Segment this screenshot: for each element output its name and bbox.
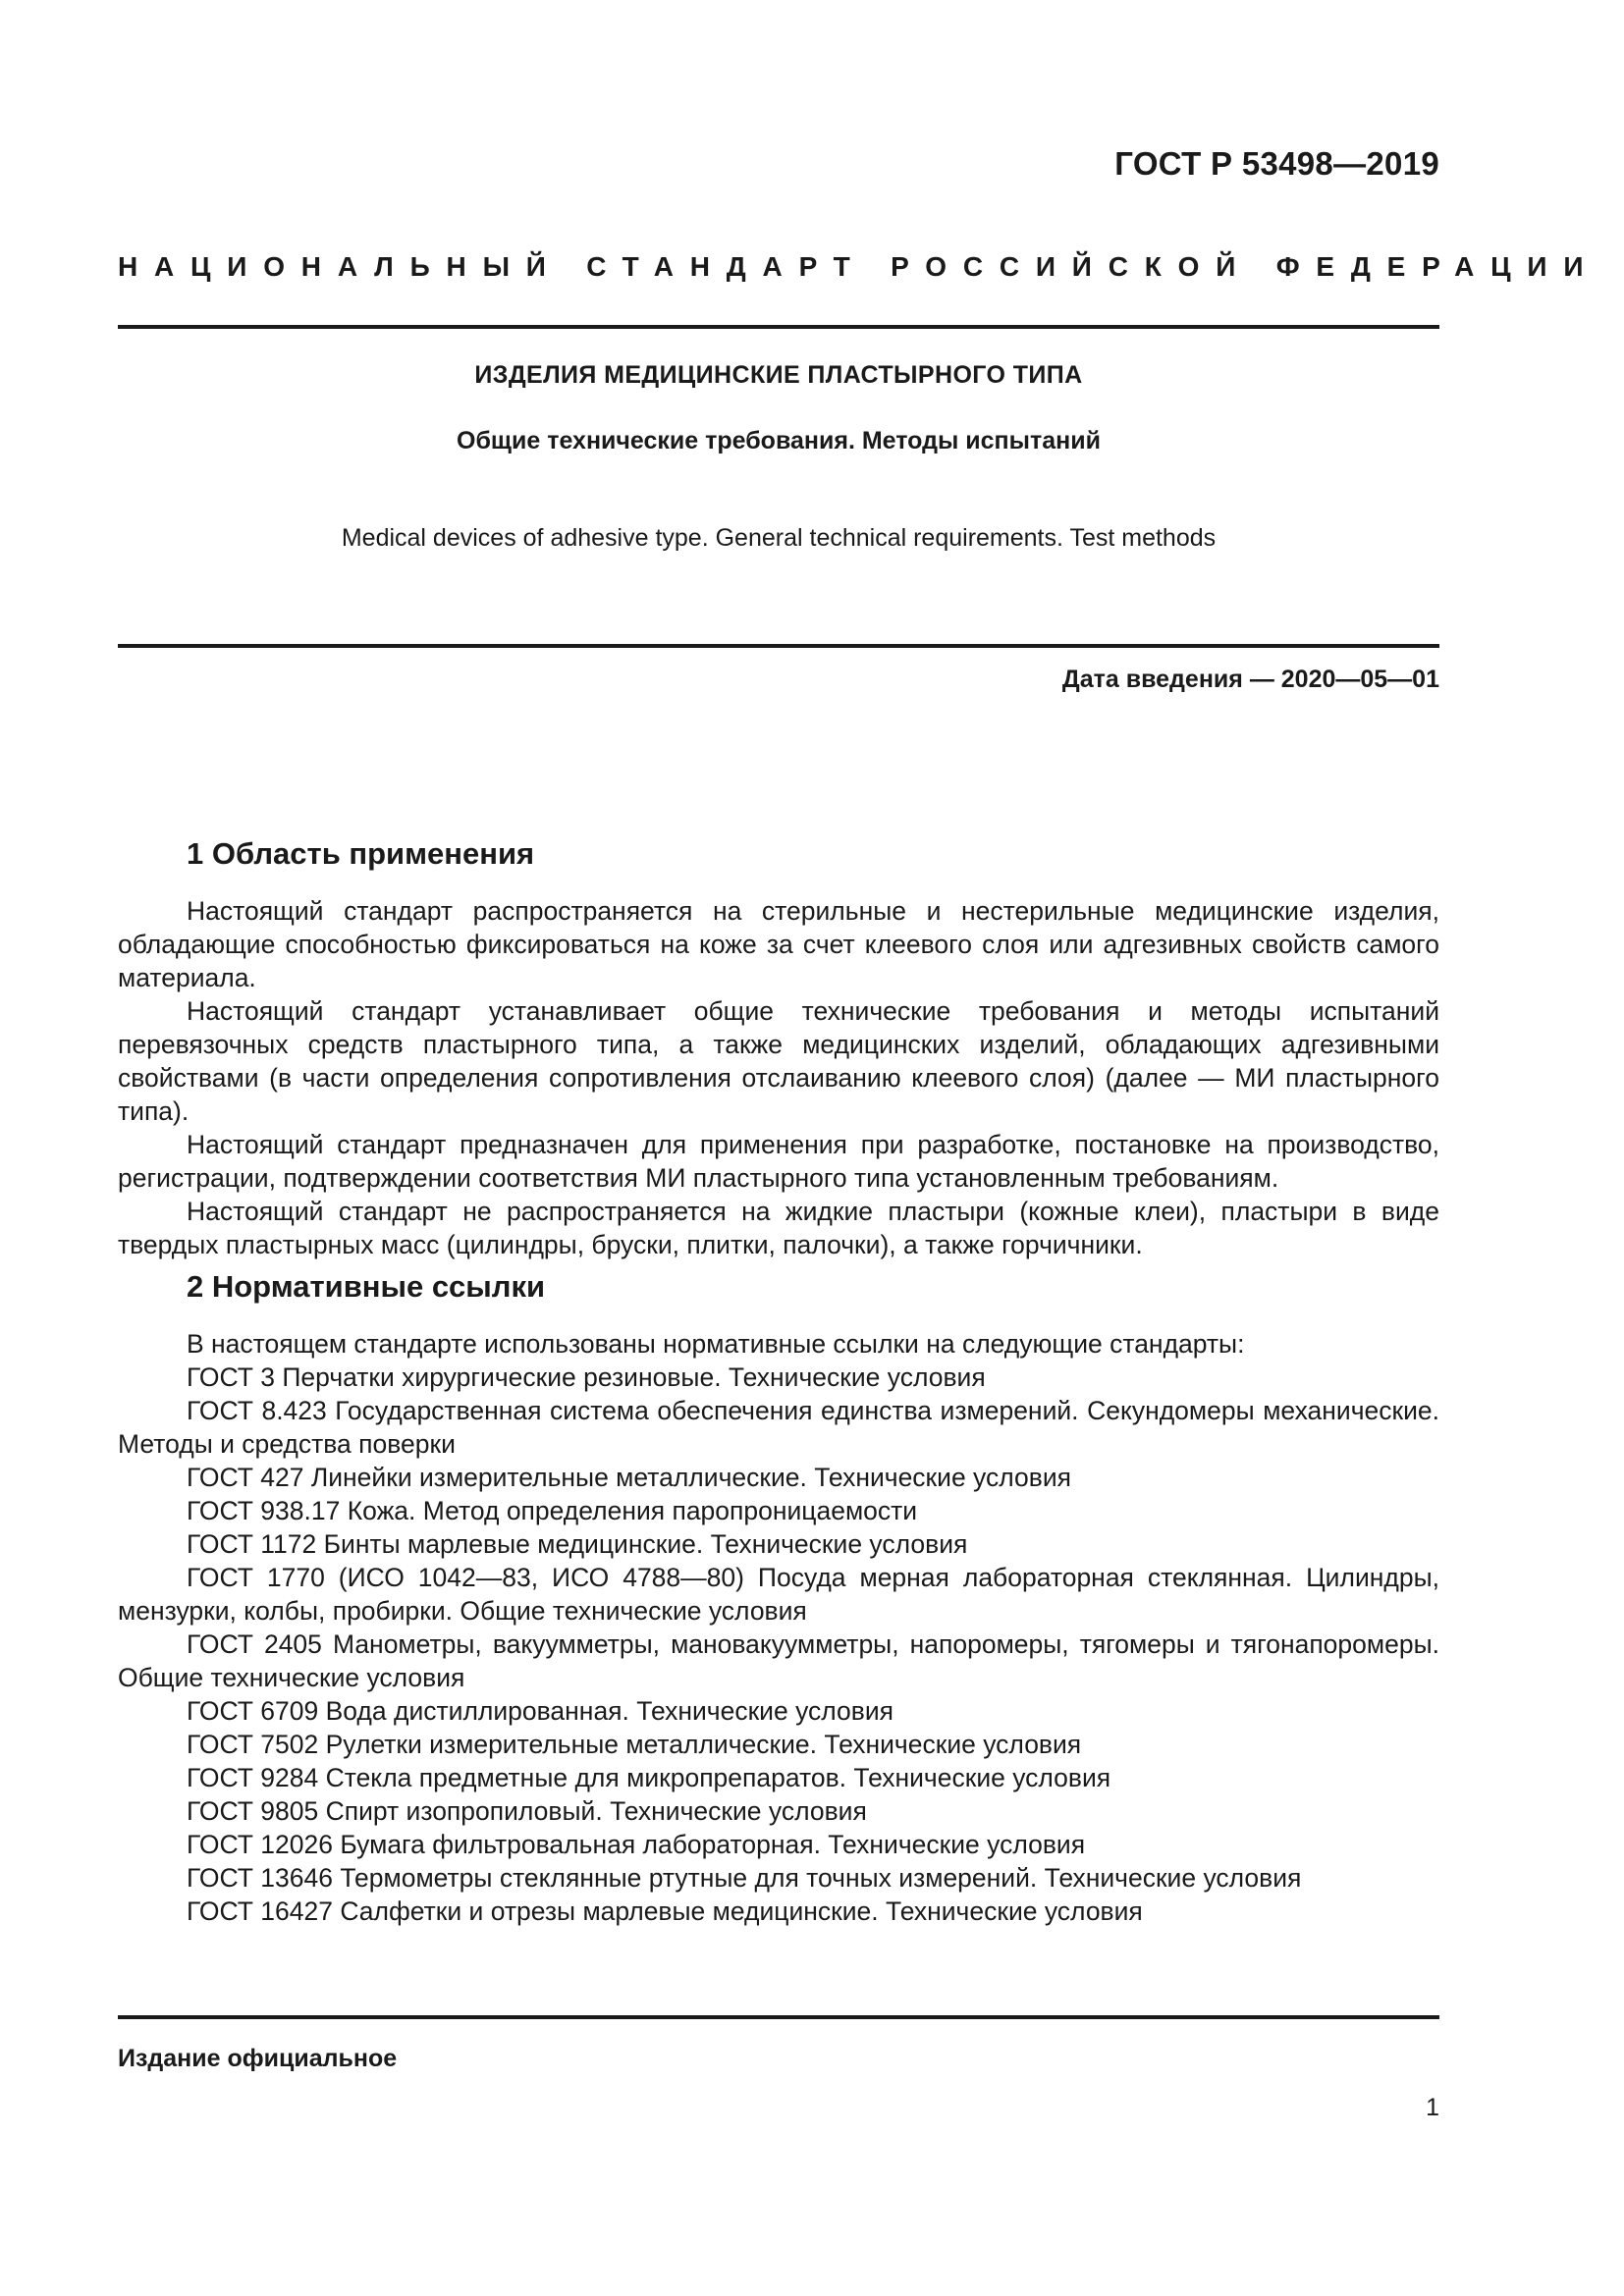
title-ru: ИЗДЕЛИЯ МЕДИЦИНСКИЕ ПЛАСТЫРНОГО ТИПА [474, 361, 1083, 389]
reference-item: ГОСТ 9805 Спирт изопропиловый. Технические условия [187, 1796, 867, 1826]
reference-item: ГОСТ 6709 Вода дистиллированная. Технические условия [187, 1696, 894, 1726]
standard-code: ГОСТ Р 53498—2019 [1114, 145, 1439, 182]
reference-item: ГОСТ 12026 Бумага фильтровальная лабораторная. Технические условия [187, 1830, 1086, 1859]
reference-item: ГОСТ 7502 Рулетки измерительные металлические. Технические условия [187, 1730, 1082, 1759]
reference-item: ГОСТ 3 Перчатки хирургические резиновые. Технические условия [187, 1362, 986, 1392]
national-standard-line: НАЦИОНАЛЬНЫЙ СТАНДАРТ РОССИЙСКОЙ ФЕДЕРАЦИИ [118, 251, 1600, 282]
section-1-paragraph: Настоящий стандарт не распространяется на жидкие пластыри (кожные клеи), пластыри в виде твердых пластырных масс (цилиндры, бруски, плитки, палочки), а также горчичники. [118, 1197, 1439, 1259]
subtitle-ru: Общие технические требования. Методы испытаний [457, 427, 1101, 454]
section-2-heading: 2 Нормативные ссылки [187, 1269, 546, 1304]
title-bottom-rule [118, 644, 1439, 648]
reference-item: ГОСТ 938.17 Кожа. Метод определения паропроницаемости [187, 1496, 918, 1525]
reference-item: ГОСТ 1770 (ИСО 1042—83, ИСО 4788—80) Посуда мерная лабораторная стеклянная. Цилиндры, мензурки, колбы, пробирки. Общие технические условия [118, 1563, 1439, 1626]
section-1-paragraph: Настоящий стандарт устанавливает общие технические требования и методы испытаний перевязочных средств пластырного типа, а также медицинских изделий, обладающих адгезивными свойствами (в части определения сопротивления отслаиванию клеевого слоя) (далее — МИ пластырного типа). [118, 996, 1439, 1126]
reference-item: ГОСТ 427 Линейки измерительные металлические. Технические условия [187, 1463, 1071, 1492]
reference-item: ГОСТ 9284 Стекла предметные для микропрепаратов. Технические условия [187, 1763, 1111, 1792]
section-1-paragraph: Настоящий стандарт предназначен для применения при разработке, постановке на производство, регистрации, подтверждении соответствия МИ пластырного типа установленным требованиям. [118, 1130, 1439, 1193]
reference-item: ГОСТ 8.423 Государственная система обеспечения единства измерений. Секундомеры механические. Методы и средства поверки [118, 1396, 1439, 1459]
section-1-paragraph: Настоящий стандарт распространяется на стерильные и нестерильные медицинские изделия, обладающие способностью фиксироваться на коже за счет клеевого слоя или адгезивных свойств самого материала. [118, 896, 1439, 992]
title-en: Medical devices of adhesive type. General technical requirements. Test methods [341, 524, 1217, 552]
reference-item: ГОСТ 1172 Бинты марлевые медицинские. Технические условия [187, 1529, 968, 1559]
reference-item: ГОСТ 13646 Термометры стеклянные ртутные для точных измерений. Технические условия [187, 1863, 1302, 1893]
references-intro: В настоящем стандарте использованы нормативные ссылки на следующие стандарты: [187, 1329, 1245, 1359]
official-edition-label: Издание официальное [118, 2045, 398, 2072]
page-number: 1 [1426, 2094, 1439, 2121]
normative-references-list [118, 1327, 1439, 1928]
top-rule [118, 325, 1439, 329]
section-1-heading: 1 Область применения [187, 836, 535, 871]
footer-rule [118, 2015, 1439, 2019]
reference-item: ГОСТ 16427 Салфетки и отрезы марлевые медицинские. Технические условия [187, 1896, 1143, 1926]
introduction-date: Дата введения — 2020—05—01 [1061, 666, 1439, 693]
reference-item: ГОСТ 2405 Манометры, вакуумметры, мановакуумметры, напоромеры, тягомеры и тягонапоромеры. Общие технические условия [118, 1629, 1439, 1692]
section-1-body [118, 894, 1439, 1261]
